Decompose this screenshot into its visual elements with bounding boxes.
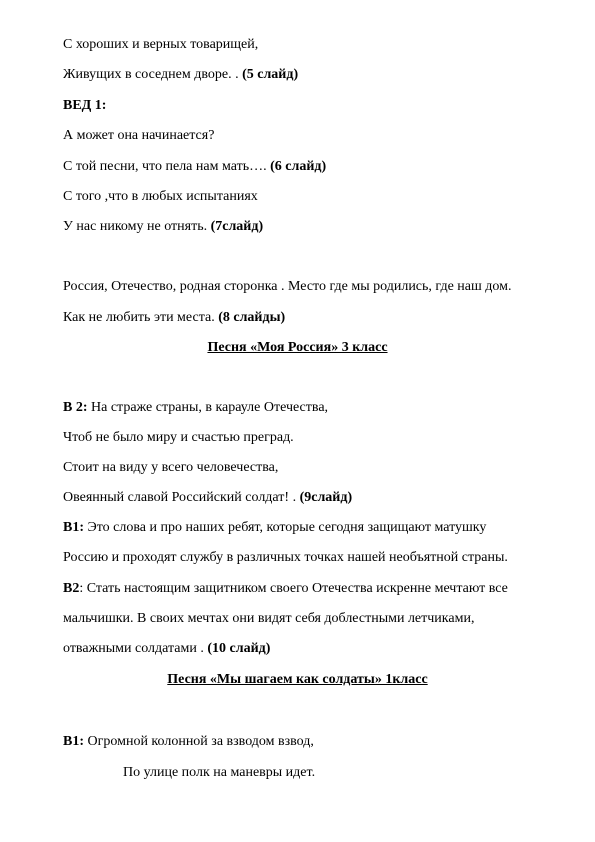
text-line: Как не любить эти места. (8 слайды) (63, 310, 286, 325)
song-title: Песня «Моя Россия» 3 класс (207, 340, 388, 355)
text-line: С хороших и верных товарищей, (63, 37, 259, 52)
slide-reference: (5 слайд) (242, 67, 299, 82)
text-line: Стоит на виду у всего человечества, (63, 460, 279, 475)
speaker-label: В2 (63, 581, 80, 596)
text-line: Чтоб не было миру и счастью преград. (63, 430, 294, 445)
slide-reference: (6 слайд) (270, 159, 327, 174)
slide-reference: (10 слайд) (207, 641, 271, 656)
text-line: По улице полк на маневры идет. (123, 765, 316, 780)
speaker-label: В1: (63, 520, 84, 535)
text-line: Россию и проходят службу в различных точках нашей необъятной страны. (63, 550, 508, 565)
text-line: В1: Это слова и про наших ребят, которые сегодня защищают матушку (63, 520, 487, 535)
text-line: А может она начинается? (63, 128, 215, 143)
song-title: Песня «Мы шагаем как солдаты» 1класс (167, 672, 428, 687)
speaker-label: В1: (63, 734, 84, 749)
slide-reference: (7слайд) (210, 219, 264, 234)
text-line: Овеянный славой Российский солдат! . (9слайд) (63, 490, 353, 505)
slide-reference: (8 слайды) (218, 310, 286, 325)
text-line: В2: Стать настоящим защитником своего Отечества искренне мечтают все (63, 581, 508, 596)
text-line: У нас никому не отнять. (7слайд) (63, 219, 264, 234)
text-line: мальчишки. В своих мечтах они видят себя доблестными летчиками, (63, 611, 475, 626)
text-line: В 2: На страже страны, в карауле Отечества, (63, 400, 329, 415)
text-line: В1: Огромной колонной за взводом взвод, (63, 734, 314, 749)
text-line: С той песни, что пела нам мать…. (6 слайд) (63, 159, 327, 174)
speaker-label: ВЕД 1: (63, 98, 107, 113)
text-line: С того ,что в любых испытаниях (63, 189, 258, 204)
text-line: Россия, Отечество, родная сторонка . Место где мы родились, где наш дом. (63, 279, 512, 294)
slide-reference: (9слайд) (299, 490, 353, 505)
text-line: отважными солдатами . (10 слайд) (63, 641, 271, 656)
speaker-label: В 2: (63, 400, 88, 415)
text-line: Живущих в соседнем дворе. . (5 слайд) (63, 67, 299, 82)
